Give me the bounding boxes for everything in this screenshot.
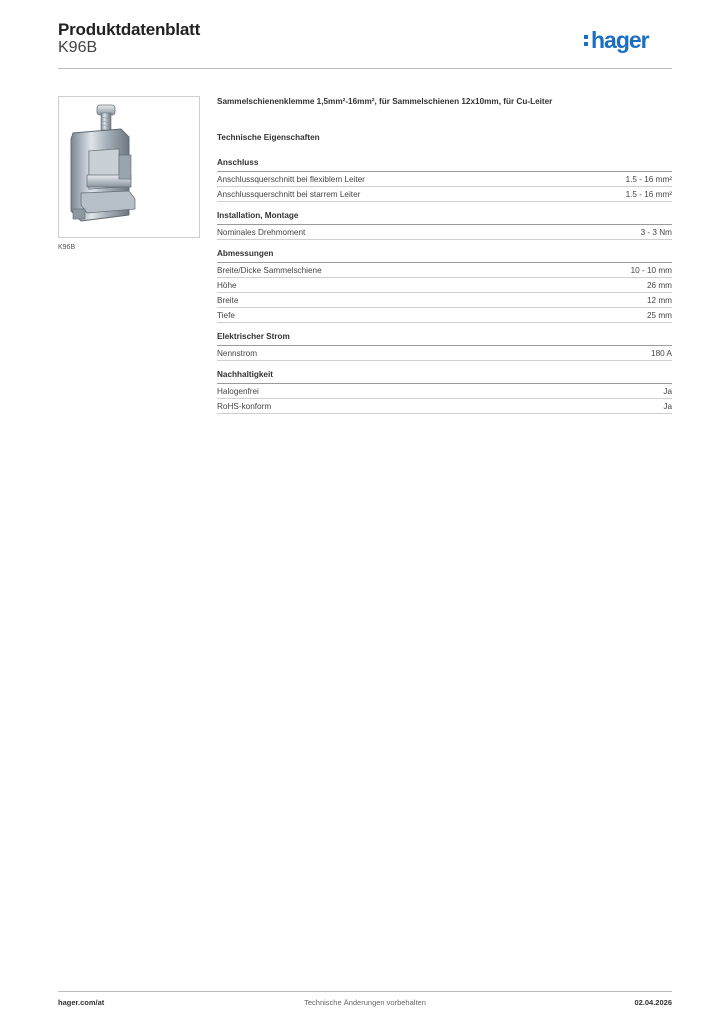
spec-group <box>217 249 672 323</box>
product-image <box>58 96 200 238</box>
spec-group <box>217 332 672 361</box>
spec-value: 10 - 10 mm <box>630 265 672 275</box>
spec-group-title: Elektrischer Strom <box>217 332 672 346</box>
image-caption: K96B <box>58 244 76 251</box>
spec-group-title: Nachhaltigkeit <box>217 370 672 384</box>
footer-date: 02.04.2026 <box>634 998 672 1007</box>
spec-row <box>217 263 672 278</box>
hager-logo <box>582 26 672 58</box>
spec-row <box>217 187 672 202</box>
spec-row <box>217 399 672 414</box>
spec-value: 3 - 3 Nm <box>640 227 672 237</box>
spec-row <box>217 293 672 308</box>
spec-label: Anschlussquerschnitt bei starrem Leiter <box>217 189 361 199</box>
spec-value: 25 mm <box>646 310 672 320</box>
spec-row <box>217 172 672 187</box>
spec-label: Breite <box>217 295 239 305</box>
logo-text: hager <box>591 27 649 53</box>
spec-label: Breite/Dicke Sammelschiene <box>217 265 322 275</box>
page-header <box>58 20 672 68</box>
document-subtitle: K96B <box>58 39 98 56</box>
header-divider <box>58 68 672 69</box>
spec-row <box>217 225 672 240</box>
spec-group-title: Anschluss <box>217 158 672 172</box>
spec-value: 1.5 - 16 mm² <box>625 189 672 199</box>
spec-content <box>217 96 672 423</box>
busbar-clamp-icon <box>59 97 199 237</box>
spec-value: 1.5 - 16 mm² <box>625 174 672 184</box>
spec-value: Ja <box>663 386 672 396</box>
spec-value: Ja <box>663 401 672 411</box>
spec-label: Halogenfrei <box>217 386 259 396</box>
spec-value: 12 mm <box>646 295 672 305</box>
document-title: Produktdatenblatt <box>58 20 201 39</box>
spec-label: Nennstrom <box>217 348 258 358</box>
spec-row <box>217 384 672 399</box>
page-footer <box>58 998 672 1010</box>
product-description: Sammelschienenklemme 1,5mm²-16mm², für Sammelschienen 12x10mm, für Cu-Leiter <box>217 97 553 106</box>
footer-disclaimer: Technische Änderungen vorbehalten <box>304 998 426 1007</box>
section-heading: Technische Eigenschaften <box>217 133 320 142</box>
spec-label: Nominales Drehmoment <box>217 227 306 237</box>
spec-label: RoHS-konform <box>217 401 272 411</box>
spec-label: Anschlussquerschnitt bei flexiblem Leiter <box>217 174 365 184</box>
spec-group-title: Installation, Montage <box>217 211 672 225</box>
spec-group <box>217 158 672 202</box>
hager-logo-icon <box>582 26 672 58</box>
spec-group-title: Abmessungen <box>217 249 672 263</box>
footer-website-link[interactable]: hager.com/at <box>58 998 105 1007</box>
spec-value: 180 A <box>651 348 672 358</box>
spec-group <box>217 211 672 240</box>
spec-row <box>217 278 672 293</box>
spec-label: Höhe <box>217 280 237 290</box>
spec-row <box>217 346 672 361</box>
spec-label: Tiefe <box>217 310 235 320</box>
spec-row <box>217 308 672 323</box>
footer-divider <box>58 991 672 992</box>
spec-value: 26 mm <box>646 280 672 290</box>
spec-group <box>217 370 672 414</box>
spec-groups <box>217 158 672 414</box>
